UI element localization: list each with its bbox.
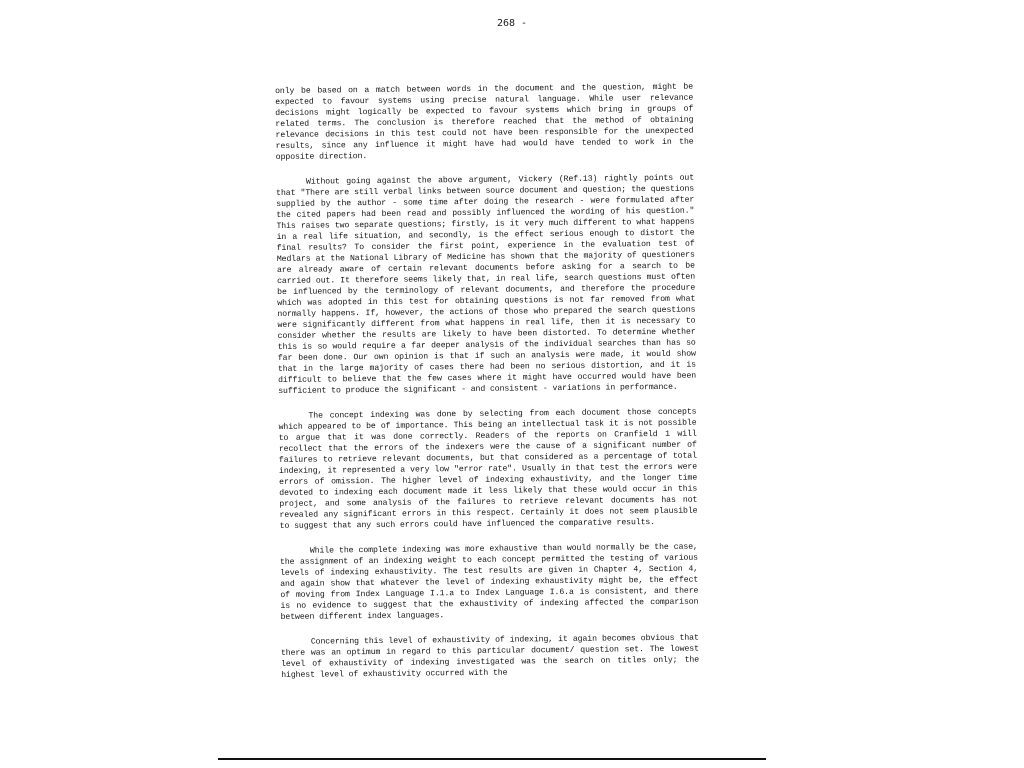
- paragraph-4: While the complete indexing was more exhaustive than would normally be the case, the assignment of an indexing weight to each concept permitted the testing of various levels of indexing exhaustivity. The test results are given in Chapter 4, Section 4, and again show that whatever the level of indexing exhaustivity might be, the effect of moving from Index Language I.1.a to Index Language I.6.a is consistent, and there is no evidence to suggest that the exhaustivity of indexing affected the comparison between different index languages.: [279, 542, 699, 622]
- page-number: 268 -: [496, 18, 528, 29]
- bottom-rule: [218, 758, 766, 760]
- paragraph-5: Concerning this level of exhaustivity of indexing, it again becomes obvious that there was an optimum in regard to this particular document/ question set. The lowest level of exhaustivity of indexing investigated was the search on titles only; the highest level of exhaustivity occurred with the: [280, 633, 700, 680]
- body-text: [275, 82, 699, 681]
- paragraph-3: The concept indexing was done by selecting from each document those concepts which appeared to be of importance. This being an intellectual task it is not possible to argue that it was done correctly. Readers of the reports on Cranfield 1 will recollect that the errors of the indexers were the cause of a significant number of failures to retrieve relevant documents, but that considered as a percentage of total indexing, it represented a very low "error rate". Usually in that test the errors were errors of omission. The higher level of indexing exhaustivity, and the longer time devoted to indexing each document made it less likely that these would occur in this project, and some analysis of the failures to retrieve relevant documents has not revealed any significant errors in this respect. Certainly it does not seem plausible to suggest that any such errors could have influenced the comparative results.: [278, 407, 698, 531]
- paragraph-2: Without going against the above argument, Vickery (Ref.13) rightly points out that "There are still verbal links between source document and question; the questions supplied by the author - some time after doing the research - were formulated after the cited papers had been read and possibly influenced the wording of his question." This raises two separate questions; firstly, is it very much different to what happens in a real life situation, and secondly, is the effect serious enough to distort the final results? To consider the first point, experience in the evaluation test of Medlars at the National Library of Medicine has shown that the majority of questioners are already aware of certain relevant documents before asking for a search to be carried out. It therefore seems likely that, in real life, search questions must often be influenced by the terminology of relevant documents, and therefore the procedure which was adopted in this test for obtaining questions is not far removed from what normally happens. If, however, the actions of those who prepared the search questions were significantly different from what happens in real life, then it is necessary to consider whether the results are likely to have been distorted. To determine whether this is so would require a far deeper analysis of the individual searches than has so far been done. Our own opinion is that if such an analysis were made, it would show that in the large majority of cases there had been no serious distortion, and it is difficult to believe that the few cases where it might have occurred would have been sufficient to produce the significant - and consistent - variations in performance.: [276, 173, 697, 396]
- paragraph-1: only be based on a match between words in the document and the question, might be expected to favour systems using precise natural language. While user relevance decisions might logically be expected to favour systems which bring in groups of related terms. The conclusion is therefore reached that the method of obtaining relevance decisions in this test could not have been responsible for the unexpected results, since any influence it might have had would have tended to work in the opposite direction.: [275, 82, 694, 162]
